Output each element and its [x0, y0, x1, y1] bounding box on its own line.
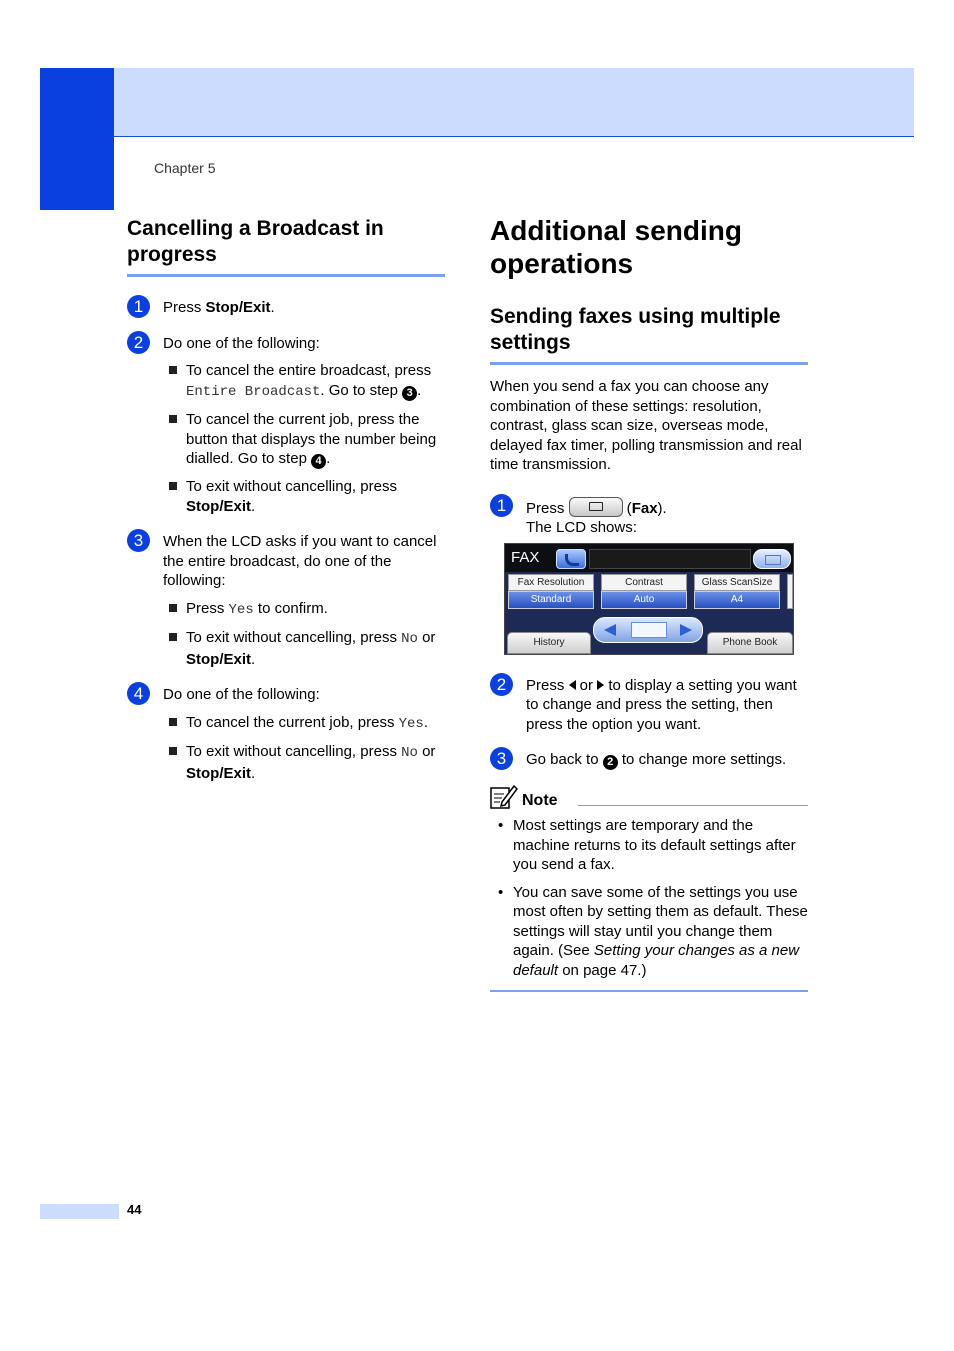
header-band [40, 68, 914, 137]
cancel-step-4-option-2: To exit without cancelling, press No or Stop/Exit. [163, 742, 445, 783]
step-reference: 4 [311, 454, 326, 469]
step-number: 2 [490, 673, 513, 696]
cancel-step-3-option-1: Press Yes to confirm. [163, 599, 445, 621]
lcd-setting-next-partial [787, 574, 793, 609]
cancel-step-2: 2 Do one of the following: [127, 334, 445, 354]
intro-paragraph: When you send a fax you can choose any combination of these settings: resolution, contrast, glass scan size, overseas mode, delayed fax timer, polling transmission and real time transmission. [490, 378, 802, 473]
lcd-number-display [589, 549, 751, 569]
step-number: 3 [127, 529, 150, 552]
section-heading-multiple-settings: Sending faxes using multiple settings [490, 304, 808, 365]
note-bottom-rule [490, 990, 808, 992]
backspace-icon[interactable] [753, 549, 791, 569]
send-step-3: 3 Go back to 2 to change more settings. [490, 750, 810, 770]
cross-reference-link[interactable]: Setting your changes as a new default [513, 942, 800, 979]
cancel-step-2-option-3: To exit without cancelling, press Stop/Exit. [163, 477, 445, 516]
send-step-2: 2 Press or to display a setting you want to change and press the setting, then press the option you want. [490, 676, 810, 735]
left-triangle-icon [569, 680, 576, 690]
note-box [490, 784, 808, 992]
step-number: 4 [127, 682, 150, 705]
cancel-step-4: 4 Do one of the following: [127, 685, 445, 705]
step-number: 1 [127, 295, 150, 318]
phone-handset-icon[interactable] [556, 549, 586, 569]
section-heading-cancel-broadcast: Cancelling a Broadcast in progress [127, 216, 445, 277]
step-reference: 3 [402, 386, 417, 401]
step-number: 3 [490, 747, 513, 770]
lcd-phone-book-button[interactable]: Phone Book [707, 632, 793, 654]
lcd-scroll-control[interactable] [593, 617, 703, 643]
lcd-scroll-thumb [631, 622, 667, 638]
note-header [490, 784, 808, 810]
lcd-screen [504, 543, 794, 655]
lcd-history-button[interactable]: History [507, 632, 591, 654]
lcd-left-arrow-icon[interactable] [604, 624, 616, 636]
send-step-1: 1 Press (Fax). The LCD shows: [490, 497, 810, 538]
lcd-setting-fax-resolution[interactable]: Fax Resolution Standard [508, 574, 594, 609]
chapter-label: Chapter 5 [154, 160, 216, 176]
cancel-step-1: 1 Press Stop/Exit. [127, 298, 445, 318]
note-divider [578, 805, 808, 806]
left-column [127, 216, 445, 783]
lcd-setting-contrast[interactable]: Contrast Auto [601, 574, 687, 609]
lcd-right-arrow-icon[interactable] [680, 624, 692, 636]
lcd-setting-glass-scansize[interactable]: Glass ScanSize A4 [694, 574, 780, 609]
note-pencil-icon [490, 784, 518, 810]
footer-band [40, 1204, 119, 1219]
page-number: 44 [127, 1202, 142, 1217]
right-column [490, 214, 810, 992]
step-number: 1 [490, 494, 513, 517]
cancel-step-2-option-1: To cancel the entire broadcast, press Entire Broadcast. Go to step 3 . [163, 361, 445, 402]
cancel-step-4-option-1: To cancel the current job, press Yes. [163, 713, 445, 735]
cancel-step-3-option-2: To exit without cancelling, press No or Stop/Exit. [163, 628, 445, 669]
cancel-step-2-option-2: To cancel the current job, press the button that displays the number being dialled. Go to step 4 . [163, 410, 445, 469]
note-title: Note [522, 792, 558, 809]
main-heading-additional-sending: Additional sending operations [490, 215, 742, 279]
note-bullet-1: • Most settings are temporary and the machine returns to its default settings after you send a fax. [490, 816, 808, 875]
note-bullet-2: • You can save some of the settings you use most often by setting them as default. These settings will stay until you change them again. (See Setting your changes as a new default on page 47.) [490, 883, 808, 981]
step-reference: 2 [603, 755, 618, 770]
lcd-shows-label: The LCD shows: [526, 519, 637, 536]
cancel-step-3: 3 When the LCD asks if you want to cancel the entire broadcast, do one of the following: [127, 532, 445, 591]
step-number: 2 [127, 331, 150, 354]
fax-button-icon [569, 497, 623, 517]
lcd-title: FAX [511, 549, 540, 566]
chapter-tab-block [40, 68, 114, 210]
